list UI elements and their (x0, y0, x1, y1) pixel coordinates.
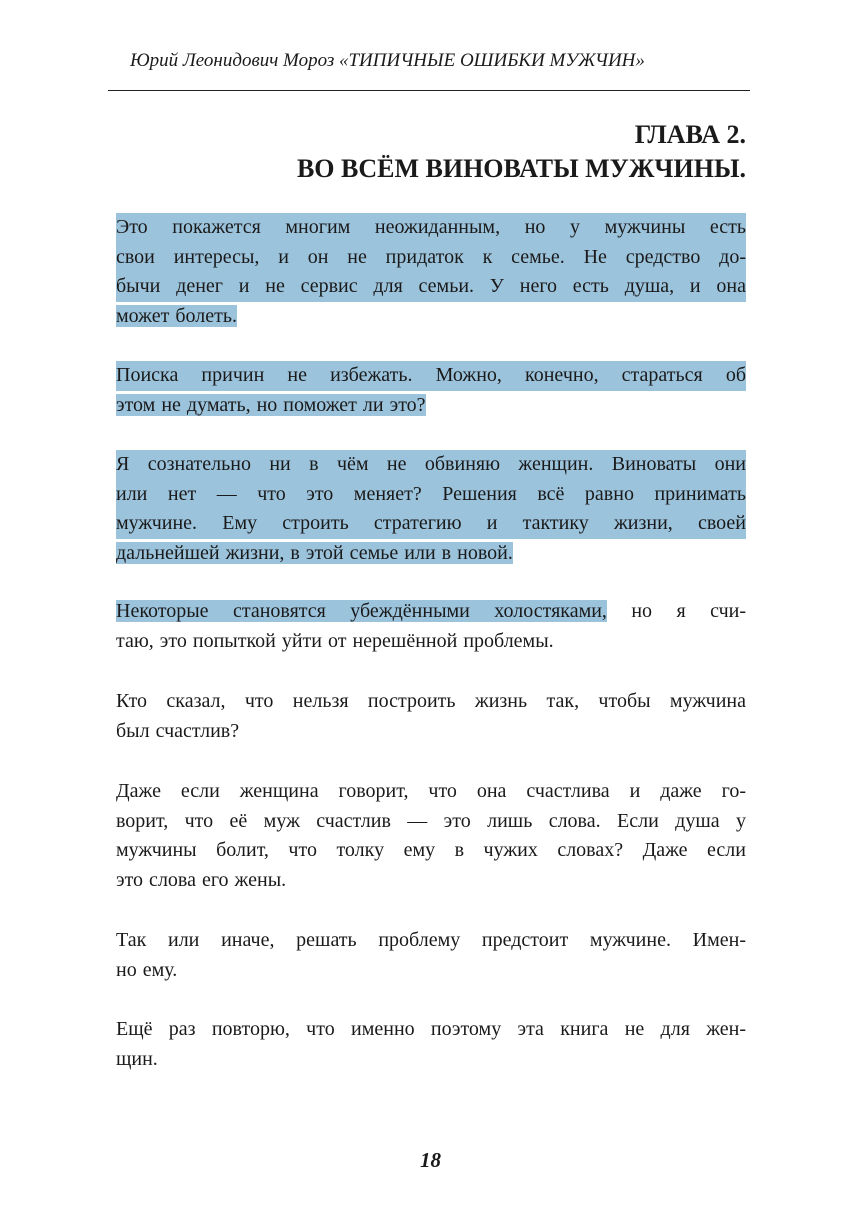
paragraph-line: Кто сказал, что нельзя построить жизнь так, чтобы мужчина (116, 690, 746, 712)
paragraph-line: ворит, что её муж счастлив — это лишь слова. Если душа у (116, 809, 746, 832)
paragraph-line: мужчины болит, что толку ему в чужих словах? Даже если (116, 839, 746, 861)
paragraph-line: но ему. (116, 958, 178, 981)
paragraph-line: мужчине. Ему строить стратегию и тактику жизни, своей (116, 509, 746, 539)
paragraph-line: бычи денег и не сервис для семьи. У него есть душа, и она (116, 272, 746, 302)
highlighted-text: может болеть. (116, 304, 237, 327)
paragraph-line: свои интересы, и он не придаток к семье. Не средство до- (116, 243, 746, 273)
paragraph-4 (116, 597, 746, 656)
chapter-title (297, 118, 746, 186)
paragraph-line: Так или иначе, решать проблему предстоит мужчине. Имен- (116, 929, 746, 951)
paragraph-7 (116, 926, 746, 985)
paragraph-line (116, 597, 746, 627)
paragraph-line (116, 539, 746, 569)
highlighted-text: Некоторые становятся убеждёнными холостяками, (116, 600, 607, 622)
paragraph-line: Ещё раз повторю, что именно поэтому эта книга не для жен- (116, 1018, 746, 1040)
paragraph-line (116, 302, 746, 332)
paragraph-line: Я сознательно ни в чём не обвиняю женщин. Виноваты они (116, 450, 746, 480)
paragraph-8 (116, 1015, 746, 1074)
paragraph-line: был счастлив? (116, 719, 240, 742)
chapter-number: ГЛАВА 2. (634, 120, 746, 149)
paragraph-1 (116, 213, 746, 331)
header-divider (108, 90, 750, 91)
plain-text: но я счи- (606, 600, 746, 622)
running-header: Юрий Леонидович Мороз «ТИПИЧНЫЕ ОШИБКИ МУЖЧИН» (130, 50, 645, 71)
page-number: 18 (420, 1148, 441, 1172)
paragraph-line: щин. (116, 1047, 158, 1070)
paragraph-3 (116, 450, 746, 568)
chapter-name: ВО ВСЁМ ВИНОВАТЫ МУЖЧИНЫ. (296, 154, 746, 183)
paragraph-2 (116, 361, 746, 420)
paragraph-line: это слова его жены. (116, 868, 287, 891)
paragraph-6 (116, 777, 746, 895)
paragraph-line: Даже если женщина говорит, что она счастлива и даже го- (116, 780, 746, 802)
paragraph-line (116, 391, 746, 421)
paragraph-line: Это покажется многим неожиданным, но у мужчины есть (116, 213, 746, 243)
highlighted-text: дальнейшей жизни, в этой семье или в новой. (116, 541, 513, 564)
highlighted-text: этом не думать, но поможет ли это? (116, 393, 426, 416)
paragraph-line: или нет — что это меняет? Решения всё равно принимать (116, 480, 746, 510)
paragraph-5 (116, 687, 746, 746)
paragraph-line: Поиска причин не избежать. Можно, конечно, стараться об (116, 361, 746, 391)
paragraph-line: таю, это попыткой уйти от нерешённой проблемы. (116, 629, 554, 652)
